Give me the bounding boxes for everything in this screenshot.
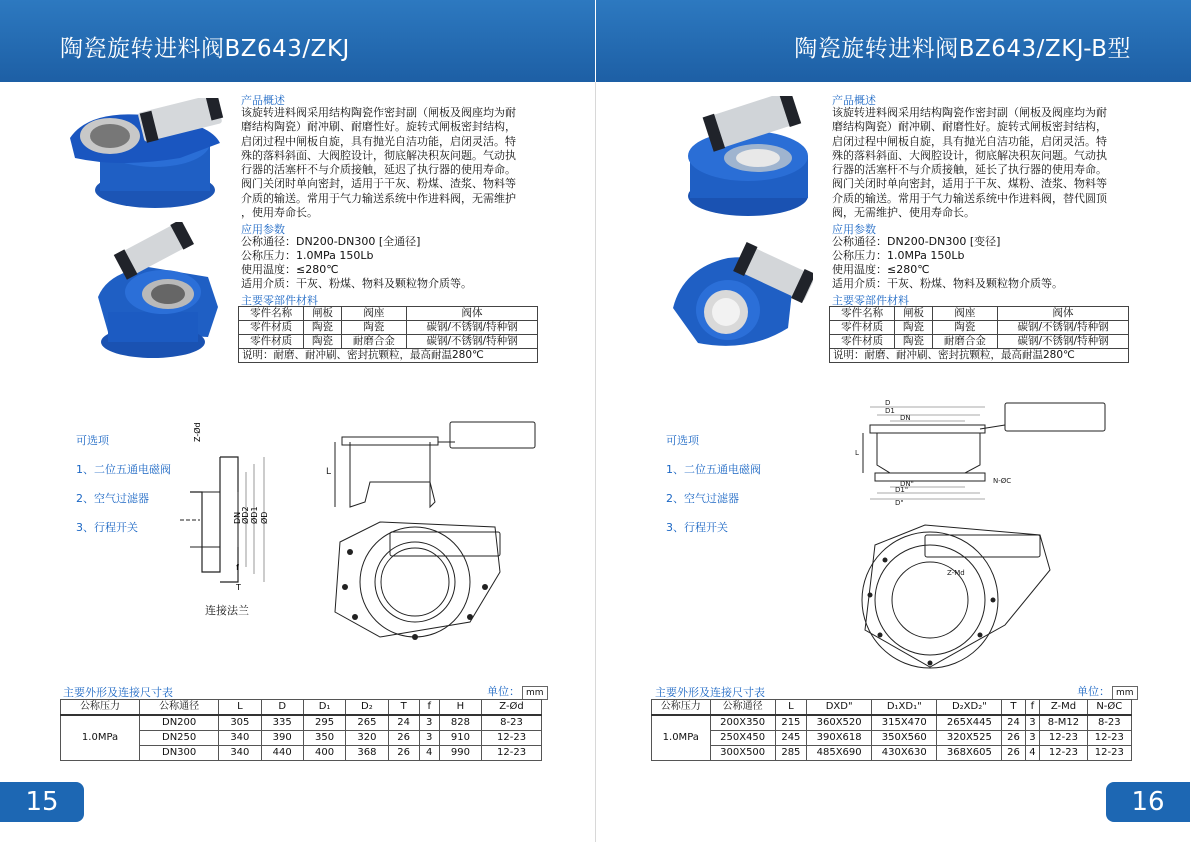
column-header: DXD" [807, 700, 872, 716]
materials-note: 说明：耐磨、耐冲刷、密封抗颗粒，最高耐温280℃ [239, 349, 538, 363]
left-overview-line: 阀门关闭时单向密封，适用于干灰、粉煤、渣浆、物料等 [241, 177, 516, 191]
table-cell: DN200 [140, 715, 219, 731]
table-cell: 265X445 [937, 715, 1002, 731]
table-row [830, 335, 1129, 349]
table-cell: 陶瓷 [304, 335, 341, 349]
right-valve-photo-top [668, 96, 833, 221]
table-cell: 8-23 [482, 715, 542, 731]
table-cell: 340 [219, 746, 261, 761]
table-cell: 4 [419, 746, 439, 761]
left-materials-table [238, 306, 538, 363]
right-valve-photo-bottom [668, 238, 813, 358]
right-page-number: 16 [1106, 782, 1190, 822]
table-cell: 320 [346, 731, 388, 746]
left-param-item: 适用介质：干灰、粉煤、物料及颗粒物介质等。 [241, 277, 472, 290]
label-d: D [885, 399, 891, 407]
option-item: 1、二位五通电磁阀 [76, 463, 171, 476]
right-overview-line: 介质的输送。常用于气力输送系统中作进料阀，替代圆顶 [832, 191, 1107, 205]
left-overview-line: 殊的落料斜面、大阀腔设计，彻底解决积灰问题。气动执 [241, 148, 516, 162]
table-cell: 24 [1002, 715, 1025, 731]
left-params-title: 应用参数 [241, 223, 285, 236]
right-overview-line: 阀，无需维护、使用寿命长。 [832, 206, 975, 220]
right-params-list [832, 235, 1063, 291]
table-cell: 耐磨合金 [341, 335, 406, 349]
table-cell: 400 [303, 746, 345, 761]
label-dn2: DN" [900, 480, 914, 488]
left-overview-line: ，使用寿命长。 [241, 206, 318, 220]
table-cell: 368 [346, 746, 388, 761]
table-cell: 阀体 [998, 307, 1129, 321]
table-row [830, 349, 1129, 363]
unit-value: mm [1112, 686, 1138, 700]
right-overview-title: 产品概述 [832, 94, 876, 107]
table-cell: 陶瓷 [895, 335, 932, 349]
left-valve-photo-bottom [88, 222, 228, 362]
left-overview-line: 介质的输送。常用于气力输送系统中作进料阀，无需维护 [241, 191, 516, 205]
table-cell: DN300 [140, 746, 219, 761]
table-cell: 990 [439, 746, 481, 761]
label-d1b: D1" [895, 486, 909, 494]
table-cell: 340 [219, 731, 261, 746]
left-param-item: 公称压力：1.0MPa 150Lb [241, 249, 374, 262]
unit-value: mm [522, 686, 548, 700]
table-row [652, 746, 1132, 761]
table-cell: 闸板 [304, 307, 341, 321]
right-materials-title: 主要零部件材料 [832, 294, 909, 307]
right-overview-line: 行器的活塞杆不与介质接触，延长了执行器的使用寿命。 [832, 163, 1107, 177]
left-overview-line: 启闭过程中闸板自旋，具有抛光自洁功能，启闭灵活。特 [241, 134, 516, 148]
column-header: 公称压力 [61, 700, 140, 716]
table-cell: 12-23 [1040, 731, 1087, 746]
table-cell: 360X520 [807, 715, 872, 731]
table-cell: 12-23 [482, 746, 542, 761]
column-header: f [419, 700, 439, 716]
column-header: T [1002, 700, 1025, 716]
column-header: T [388, 700, 419, 716]
label-d2: ØD2 [241, 506, 250, 524]
table-cell: 300X500 [710, 746, 775, 761]
table-cell: 440 [261, 746, 303, 761]
table-cell: 耐磨合金 [932, 335, 997, 349]
table-cell: 碳钢/不锈钢/特种钢 [998, 335, 1129, 349]
table-cell: 350X560 [872, 731, 937, 746]
table-cell: 320X525 [937, 731, 1002, 746]
right-param-item: 公称压力：1.0MPa 150Lb [832, 249, 965, 262]
table-cell: 305 [219, 715, 261, 731]
column-header: 公称通径 [710, 700, 775, 716]
right-dims-title: 主要外形及连接尺寸表 [655, 686, 765, 699]
left-overview-text [241, 106, 516, 220]
option-item: 1、二位五通电磁阀 [666, 463, 761, 476]
option-item: 3、行程开关 [76, 521, 138, 534]
right-params-title: 应用参数 [832, 223, 876, 236]
label-nc: N-ØC [993, 477, 1012, 485]
table-cell: 350 [303, 731, 345, 746]
table-row [61, 715, 542, 731]
column-header: N-ØC [1087, 700, 1131, 716]
table-cell: 3 [419, 715, 439, 731]
unit-label: 单位： [487, 685, 520, 698]
option-item: 2、空气过滤器 [76, 492, 149, 505]
left-materials-title: 主要零部件材料 [241, 294, 318, 307]
left-dims-table [60, 699, 542, 761]
left-dims-title: 主要外形及连接尺寸表 [63, 686, 173, 699]
right-page-title: 陶瓷旋转进料阀BZ643/ZKJ-B型 [794, 36, 1131, 62]
pressure-cell: 1.0MPa [652, 715, 711, 761]
label-t: T [236, 583, 241, 592]
label-dn: DN [900, 414, 911, 422]
table-cell: 零件材质 [239, 321, 304, 335]
table-cell: 26 [1002, 746, 1025, 761]
right-overview-line: 殊的落料斜面、大阀腔设计，彻底解决积灰问题。气动执 [832, 148, 1107, 162]
table-cell: 阀座 [932, 307, 997, 321]
table-cell: 390 [261, 731, 303, 746]
column-header: H [439, 700, 481, 716]
table-cell: 阀座 [341, 307, 406, 321]
right-param-item: 使用温度：≤280℃ [832, 263, 930, 276]
right-param-item: 公称通径：DN200-DN300 [变径] [832, 235, 1001, 248]
right-overview-line: 启闭过程中闸板自旋，具有抛光自洁功能，启闭灵活。特 [832, 134, 1107, 148]
column-header: 公称压力 [652, 700, 711, 716]
table-cell: 12-23 [1087, 731, 1131, 746]
left-overview-line: 磨结构陶瓷）耐冲刷、耐磨性好。旋转式闸板密封结构， [241, 120, 516, 134]
table-cell: 陶瓷 [304, 321, 341, 335]
right-materials-table [829, 306, 1129, 363]
table-row [239, 307, 538, 321]
table-cell: 285 [775, 746, 806, 761]
table-cell: 阀体 [407, 307, 538, 321]
table-cell: 910 [439, 731, 481, 746]
column-header: L [219, 700, 261, 716]
table-cell: 零件名称 [830, 307, 895, 321]
table-cell: 零件材质 [830, 321, 895, 335]
column-header: L [775, 700, 806, 716]
left-unit [487, 683, 548, 700]
table-cell: 390X618 [807, 731, 872, 746]
right-dims-table [651, 699, 1132, 761]
page-gutter [595, 82, 596, 842]
table-cell: 485X690 [807, 746, 872, 761]
table-cell: 陶瓷 [932, 321, 997, 335]
table-cell: 8-M12 [1040, 715, 1087, 731]
option-item: 3、行程开关 [666, 521, 728, 534]
column-header: D₁ [303, 700, 345, 716]
label-db: D" [895, 499, 904, 507]
left-overview-line: 该旋转进料阀采用结构陶瓷作密封副（闸板及阀座均为耐 [241, 106, 516, 119]
right-page-header [596, 0, 1191, 82]
table-cell: 12-23 [1087, 746, 1131, 761]
label-L: L [326, 467, 332, 477]
table-row [239, 321, 538, 335]
table-cell: 335 [261, 715, 303, 731]
table-cell: 3 [419, 731, 439, 746]
table-row [239, 349, 538, 363]
right-overview-line: 该旋转进料阀采用结构陶瓷作密封副（闸板及阀座均为耐 [832, 106, 1107, 119]
column-header: D [261, 700, 303, 716]
column-header: 公称通径 [140, 700, 219, 716]
table-cell: 368X605 [937, 746, 1002, 761]
table-cell: 12-23 [482, 731, 542, 746]
table-cell: 12-23 [1040, 746, 1087, 761]
label-L: L [855, 449, 859, 457]
table-row [830, 321, 1129, 335]
left-page-number: 15 [0, 782, 84, 822]
table-cell: 265 [346, 715, 388, 731]
right-unit [1077, 683, 1138, 700]
table-cell: 陶瓷 [895, 321, 932, 335]
table-cell: 295 [303, 715, 345, 731]
table-cell: 零件名称 [239, 307, 304, 321]
materials-note: 说明：耐磨、耐冲刷、密封抗颗粒，最高耐温280℃ [830, 349, 1129, 363]
label-d: ØD [260, 511, 269, 524]
table-cell: 零件材质 [830, 335, 895, 349]
table-cell: 8-23 [1087, 715, 1131, 731]
left-valve-photo-top [60, 98, 235, 213]
right-valve-drawing [855, 395, 1115, 675]
table-cell: 碳钢/不锈钢/特种钢 [998, 321, 1129, 335]
table-cell: 828 [439, 715, 481, 731]
left-flange-drawing [180, 412, 300, 607]
table-cell: 245 [775, 731, 806, 746]
unit-label: 单位： [1077, 685, 1110, 698]
options-title: 可选项 [76, 434, 109, 447]
pressure-cell: 1.0MPa [61, 715, 140, 761]
column-header: Z-Md [1040, 700, 1087, 716]
left-valve-drawing [320, 412, 550, 642]
label-dn: DN [233, 511, 242, 524]
left-page-header [0, 0, 595, 82]
table-cell: 24 [388, 715, 419, 731]
table-cell: 215 [775, 715, 806, 731]
right-overview-line: 阀门关闭时单向密封，适用于干灰、煤粉、渣浆、物料等 [832, 177, 1107, 191]
table-cell: 430X630 [872, 746, 937, 761]
label-d1: D1 [885, 407, 895, 415]
left-params-list [241, 235, 472, 291]
table-cell: 26 [388, 746, 419, 761]
table-cell: 26 [1002, 731, 1025, 746]
label-zm: Z-Md [947, 569, 965, 577]
table-cell: 200X350 [710, 715, 775, 731]
right-overview-line: 磨结构陶瓷）耐冲刷、耐磨性好。旋转式闸板密封结构， [832, 120, 1107, 134]
column-header: D₂XD₂" [937, 700, 1002, 716]
table-header-row [61, 700, 542, 716]
option-item: 2、空气过滤器 [666, 492, 739, 505]
table-cell: 3 [1025, 731, 1040, 746]
table-cell: 闸板 [895, 307, 932, 321]
table-cell: DN250 [140, 731, 219, 746]
label-d1: ØD1 [250, 506, 259, 524]
left-param-item: 公称通径：DN200-DN300 [全通径] [241, 235, 421, 248]
options-title: 可选项 [666, 434, 699, 447]
table-cell: 碳钢/不锈钢/特种钢 [407, 321, 538, 335]
column-header: D₁XD₁" [872, 700, 937, 716]
flange-label: 连接法兰 [205, 604, 249, 617]
left-param-item: 使用温度：≤280℃ [241, 263, 339, 276]
table-header-row [652, 700, 1132, 716]
label-zd: Z-Ød [193, 422, 202, 442]
column-header: f [1025, 700, 1040, 716]
table-cell: 3 [1025, 715, 1040, 731]
table-cell: 陶瓷 [341, 321, 406, 335]
table-cell: 零件材质 [239, 335, 304, 349]
left-options-list [76, 432, 171, 548]
table-cell: 26 [388, 731, 419, 746]
table-cell: 250X450 [710, 731, 775, 746]
left-page-title: 陶瓷旋转进料阀BZ643/ZKJ [60, 36, 350, 62]
table-cell: 碳钢/不锈钢/特种钢 [407, 335, 538, 349]
right-overview-text [832, 106, 1107, 220]
table-row [239, 335, 538, 349]
column-header: Z-Ød [482, 700, 542, 716]
table-row [652, 715, 1132, 731]
left-overview-line: 行器的活塞杆不与介质接触，延迟了执行器的使用寿命。 [241, 163, 516, 177]
left-overview-title: 产品概述 [241, 94, 285, 107]
right-options-list [666, 432, 761, 548]
table-row [830, 307, 1129, 321]
table-cell: 4 [1025, 746, 1040, 761]
table-cell: 315X470 [872, 715, 937, 731]
label-f: f [236, 563, 239, 572]
table-row [652, 731, 1132, 746]
right-param-item: 适用介质：干灰、粉煤、物料及颗粒物介质等。 [832, 277, 1063, 290]
column-header: D₂ [346, 700, 388, 716]
